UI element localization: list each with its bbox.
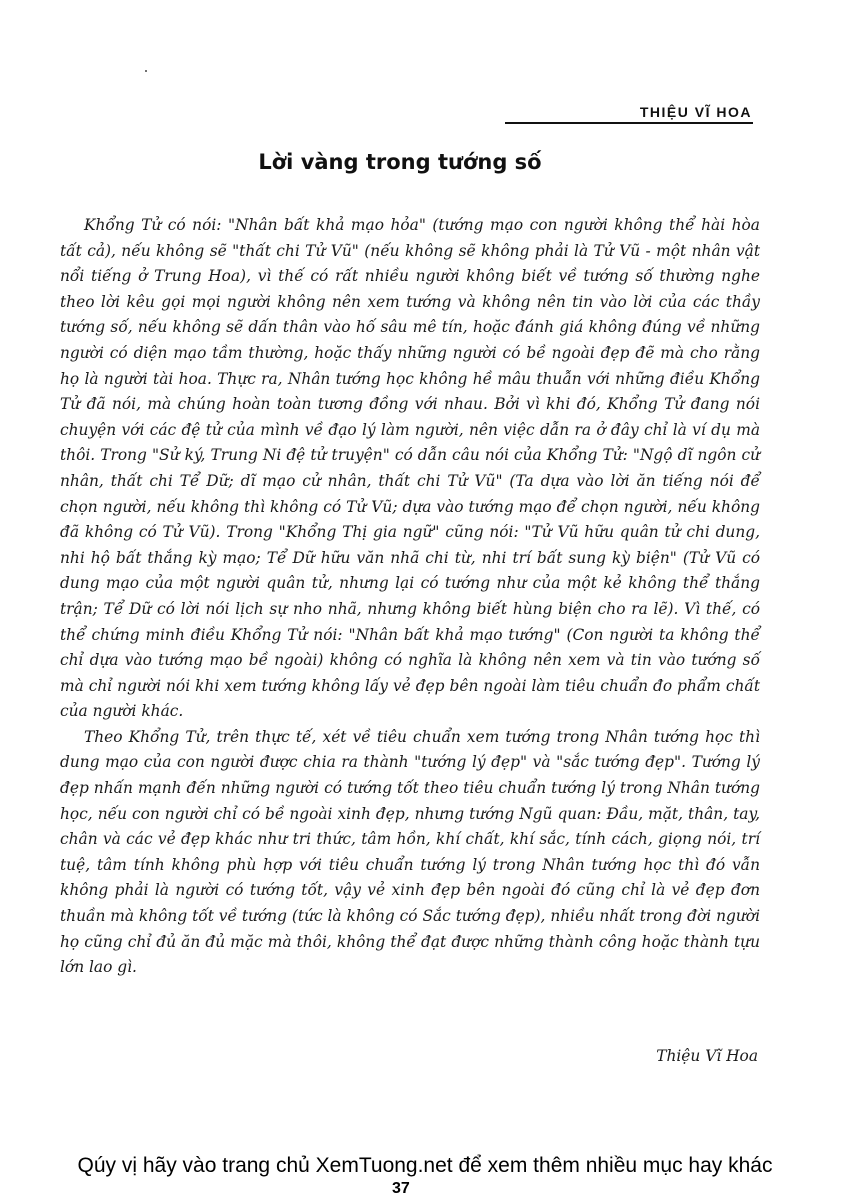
scan-speck: [145, 70, 147, 72]
page-number: 37: [392, 1180, 410, 1197]
article-body: [60, 213, 760, 981]
paragraph-2: Theo Khổng Tử, trên thực tế, xét về tiêu chuẩn xem tướng trong Nhân tướng học thì dung mạo của con người được chia ra thành "tướng lý đẹp" và "sắc tướng đẹp". Tướng lý đẹp nhấn mạnh đến những người có tướng tốt theo tiêu chuẩn tướng lý trong Nhân tướng học, nếu con người chỉ có bề ngoài xinh đẹp, nhưng tướng Ngũ quan: Đầu, mặt, thân, tay, chân và các vẻ đẹp khác như tri thức, tâm hồn, khí chất, khí sắc, tính cách, giọng nói, trí tuệ, tâm tính không phù hợp với tiêu chuẩn tướng lý trong Nhân tướng học thì đó vẫn không phải là người có tướng tốt, vậy vẻ xinh đẹp bên ngoài đó cũng chỉ là vẻ đẹp đơn thuần mà không tốt về tướng (tức là không có Sắc tướng đẹp), nhiều nhất trong đời người họ cũng chỉ đủ ăn đủ mặc mà thôi, không thể đạt được những thành công hoặc thành tựu lớn lao gì.: [60, 727, 760, 977]
footer-site-link[interactable]: XemTuong.net: [315, 1154, 453, 1177]
footer-promo-text-start: Qúy vị hãy vào trang chủ: [77, 1154, 316, 1177]
header-rule: [505, 122, 753, 124]
paragraph-1: Khổng Tử có nói: "Nhân bất khả mạo hỏa" (tướng mạo con người không thể hài hòa tất cả), nếu không sẽ "thất chi Tử Vũ" (nếu không sẽ không phải là Tử Vũ - một nhân vật nổi tiếng ở Trung Hoa), vì thế có rất nhiều người không biết về tướng số thường nghe theo lời kêu gọi mọi người không nên xem tướng và không nên tin vào lời của các thầy tướng số, nếu không sẽ dấn thân vào hố sâu mê tín, hoặc đánh giá không đúng về những người có diện mạo tầm thường, hoặc thấy những người có bề ngoài đẹp đẽ mà cho rằng họ là người tài hoa. Thực ra, Nhân tướng học không hề mâu thuẫn với những điều Khổng Tử đã nói, mà chúng hoàn toàn tương đồng với nhau. Bởi vì khi đó, Khổng Tử đang nói chuyện với các đệ tử của mình về đạo lý làm người, nên việc dẫn ra ở đây chỉ là ví dụ mà thôi. Trong "Sử ký, Trung Ni đệ tử truyện" có dẫn câu nói của Khổng Tử: "Ngộ dĩ ngôn cử nhân, thất chi Tể Dữ; dĩ mạo cử nhân, thất chi Tử Vũ" (Ta dựa vào lời ăn tiếng nói để chọn người, nếu không thì không có Tử Vũ; dựa vào tướng mạo để chọn người, nếu không đã không có Tử Vũ). Trong "Khổng Thị gia ngữ" cũng nói: "Tử Vũ hữu quân tử chi dung, nhi hộ bất thắng kỳ mạo; Tể Dữ hữu văn nhã chi từ, nhi trí bất sung kỳ biện" (Tử Vũ có dung mạo của một người quân tử, nhưng lại có tướng như của một kẻ không thể thắng trận; Tể Dữ có lời nói lịch sự nho nhã, nhưng không biết hùng biện cho ra lẽ). Vì thế, có thể chứng minh điều Khổng Tử nói: "Nhân bất khả mạo tướng" (Con người ta không thể chỉ dựa vào tướng mạo bề ngoài) không có nghĩa là không nên xem và tin vào tướng số mà chỉ người nói khi xem tướng không lấy vẻ đẹp bên ngoài làm tiêu chuẩn đo phẩm chất của người khác.: [60, 216, 760, 721]
signature: Thiệu Vĩ Hoa: [656, 1047, 758, 1065]
footer-promo: [0, 1154, 850, 1178]
running-header-author: THIỆU VĨ HOA: [639, 104, 752, 120]
article-title: Lời vàng trong tướng số: [258, 150, 542, 174]
footer-promo-text-end: để xem thêm nhiều mục hay khác: [452, 1154, 773, 1177]
